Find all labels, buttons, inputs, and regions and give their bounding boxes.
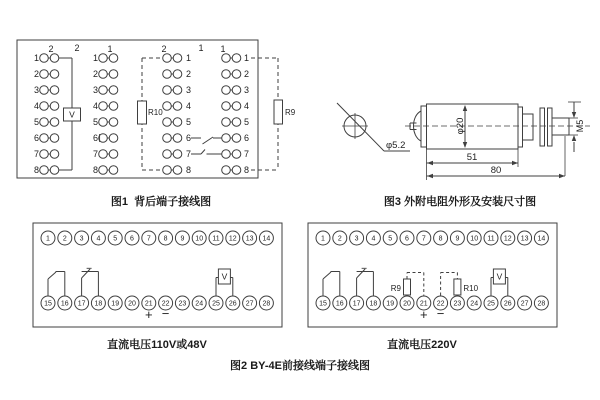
stud xyxy=(552,118,569,135)
terminal-circle xyxy=(109,70,118,79)
terminal-number: 9 xyxy=(180,235,185,243)
terminal-number: 26 xyxy=(228,300,237,308)
contact-blade xyxy=(201,150,205,155)
terminal-circle xyxy=(232,166,241,175)
terminal-number: 3 xyxy=(186,85,192,95)
resistor-body xyxy=(427,104,519,149)
resistor-r10-label: R10 xyxy=(148,108,163,117)
terminal-circle xyxy=(232,118,241,127)
terminal-circle xyxy=(222,134,231,143)
terminal-circle xyxy=(173,86,182,95)
voltmeter-label: V xyxy=(69,109,75,120)
terminal-number: 11 xyxy=(212,235,220,243)
terminal-circle xyxy=(232,86,241,95)
terminal-circle xyxy=(40,118,49,127)
terminal-number: 2 xyxy=(62,235,67,243)
dimension-arrow xyxy=(427,161,433,165)
terminal-circle xyxy=(50,118,59,127)
terminal-number: 4 xyxy=(33,101,39,111)
terminal-circle xyxy=(222,54,231,63)
terminal-circle xyxy=(40,70,49,79)
terminal-number: 8 xyxy=(163,235,168,243)
terminal-circle xyxy=(50,150,59,159)
terminal-circle xyxy=(163,70,172,79)
terminal-circle xyxy=(173,134,182,143)
terminal-number: 1 xyxy=(92,53,98,63)
terminal-number: 28 xyxy=(537,300,546,308)
figure2-caption: 图2 BY-4E前接线端子接线图 xyxy=(230,360,370,372)
dimension-arrow xyxy=(463,105,467,111)
terminal-circle xyxy=(40,166,49,175)
terminal-circle xyxy=(232,70,241,79)
contact-blade xyxy=(203,137,214,144)
column-label: 1 xyxy=(198,43,204,53)
terminal-circle xyxy=(40,86,49,95)
terminal-number: 7 xyxy=(92,149,98,159)
terminal-circle xyxy=(222,150,231,159)
terminal-number: 6 xyxy=(33,133,39,143)
terminal-number: 7 xyxy=(244,149,250,159)
terminal-circle xyxy=(109,150,118,159)
terminal-number: 21 xyxy=(419,300,428,308)
terminal-circle xyxy=(109,102,118,111)
resistor-r10 xyxy=(138,101,147,124)
terminal-number: 7 xyxy=(146,235,151,243)
terminal-number: 26 xyxy=(503,300,512,308)
terminal-number: 17 xyxy=(77,300,86,308)
contact-blade xyxy=(82,269,91,278)
dimension-arrow xyxy=(559,174,565,178)
terminal-number: 8 xyxy=(92,165,98,175)
dimension-arrow xyxy=(463,142,467,148)
terminal-circle xyxy=(163,150,172,159)
resistor-r10-label: R10 xyxy=(463,284,479,293)
terminal-number: 4 xyxy=(96,235,101,243)
terminal-number: 25 xyxy=(212,300,220,308)
terminal-number: 3 xyxy=(79,235,84,243)
terminal-number: 2 xyxy=(244,69,250,79)
terminal-number: 20 xyxy=(128,300,136,308)
terminal-circle xyxy=(109,166,118,175)
terminal-circle xyxy=(222,166,231,175)
terminal-circle xyxy=(40,54,49,63)
dim-hole-label: φ5.2 xyxy=(386,140,406,151)
terminal-circle xyxy=(232,102,241,111)
dim-overall-label: 80 xyxy=(490,165,502,176)
terminal-number: 12 xyxy=(503,235,512,243)
terminal-circle xyxy=(173,150,182,159)
polarity-minus: − xyxy=(436,306,445,321)
terminal-number: 13 xyxy=(245,235,254,243)
terminal-circle xyxy=(163,134,172,143)
terminal-number: 15 xyxy=(319,300,327,308)
terminal-circle xyxy=(232,54,241,63)
terminal-number: 3 xyxy=(354,235,359,243)
terminal-number: 3 xyxy=(33,85,39,95)
terminal-number: 5 xyxy=(33,117,39,127)
terminal-number: 11 xyxy=(487,235,495,243)
terminal-circle xyxy=(163,54,172,63)
contact-blade xyxy=(323,272,331,279)
terminal-circle xyxy=(50,54,59,63)
terminal-circle xyxy=(109,86,118,95)
dimension-arrow xyxy=(572,135,576,141)
terminal-number: 8 xyxy=(438,235,443,243)
terminal-number: 22 xyxy=(436,300,445,308)
terminal-circle xyxy=(50,70,59,79)
terminal-circle xyxy=(163,166,172,175)
terminal-circle xyxy=(222,86,231,95)
terminal-number: 10 xyxy=(470,235,479,243)
dimension-arrow xyxy=(512,161,518,165)
terminal-number: 28 xyxy=(262,300,271,308)
terminal-number: 7 xyxy=(186,149,192,159)
terminal-circle xyxy=(99,54,108,63)
column-label: 2 xyxy=(48,44,54,54)
terminal-number: 2 xyxy=(92,69,98,79)
terminal-number: 5 xyxy=(186,117,192,127)
screw-head xyxy=(421,106,427,147)
terminal-circle xyxy=(109,54,118,63)
terminal-number: 14 xyxy=(262,235,271,243)
terminal-circle xyxy=(109,118,118,127)
terminal-number: 4 xyxy=(92,101,98,111)
terminal-number: 22 xyxy=(161,300,170,308)
terminal-circle xyxy=(99,86,108,95)
resistor-r9 xyxy=(274,100,283,124)
polarity-plus: + xyxy=(145,307,153,322)
terminal-circle xyxy=(99,102,108,111)
terminal-circle xyxy=(99,70,108,79)
dim-thread-label: M5 xyxy=(575,119,585,133)
terminal-number: 1 xyxy=(321,235,325,243)
terminal-circle xyxy=(50,166,59,175)
resistor-r9-label: R9 xyxy=(390,284,401,293)
terminal-number: 8 xyxy=(33,165,39,175)
terminal-number: 4 xyxy=(244,101,250,111)
terminal-circle xyxy=(173,102,182,111)
terminal-number: 4 xyxy=(186,101,192,111)
terminal-number: 5 xyxy=(388,235,393,243)
terminal-circle xyxy=(99,150,108,159)
terminal-number: 1 xyxy=(244,53,250,63)
terminal-number: 16 xyxy=(60,300,69,308)
terminal-number: 6 xyxy=(186,133,192,143)
resistor-r10 xyxy=(454,279,461,295)
terminal-number: 23 xyxy=(178,300,187,308)
terminal-circle xyxy=(173,54,182,63)
terminal-number: 24 xyxy=(470,300,479,308)
resistor-r9-label: R9 xyxy=(285,108,296,117)
terminal-number: 8 xyxy=(244,165,250,175)
polarity-plus: + xyxy=(420,307,428,322)
terminal-number: 4 xyxy=(371,235,376,243)
terminal-number: 16 xyxy=(335,300,344,308)
terminal-number: 10 xyxy=(195,235,204,243)
terminal-circle xyxy=(50,102,59,111)
terminal-number: 12 xyxy=(228,235,237,243)
column-label: 1 xyxy=(220,44,226,54)
terminal-circle xyxy=(99,118,108,127)
terminal-circle xyxy=(109,134,118,143)
resistor-r9 xyxy=(404,279,411,295)
terminal-circle xyxy=(173,166,182,175)
terminal-number: 3 xyxy=(92,85,98,95)
dim-length-label: 51 xyxy=(466,152,478,163)
terminal-number: 1 xyxy=(186,53,192,63)
terminal-number: 15 xyxy=(44,300,52,308)
contact-blade xyxy=(357,269,366,278)
boss xyxy=(523,114,534,140)
terminal-circle xyxy=(222,70,231,79)
voltmeter-label: V xyxy=(496,271,503,282)
terminal-number: 9 xyxy=(455,235,460,243)
terminal-circle xyxy=(222,118,231,127)
terminal-number: 6 xyxy=(244,133,250,143)
terminal-circle xyxy=(40,150,49,159)
column-label: 2 xyxy=(161,44,167,54)
terminal-number: 6 xyxy=(92,133,98,143)
terminal-circle xyxy=(40,102,49,111)
terminal-circle xyxy=(40,134,49,143)
terminal-number: 25 xyxy=(487,300,495,308)
terminal-number: 14 xyxy=(537,235,546,243)
figure1-caption: 图1 背后端子接线图 xyxy=(110,196,212,208)
terminal-number: 7 xyxy=(33,149,39,159)
terminal-number: 23 xyxy=(453,300,462,308)
terminal-circle xyxy=(173,118,182,127)
terminal-circle xyxy=(163,102,172,111)
terminal-circle xyxy=(222,102,231,111)
terminal-number: 2 xyxy=(33,69,39,79)
washer xyxy=(540,108,545,146)
terminal-number: 2 xyxy=(337,235,342,243)
terminal-number: 8 xyxy=(186,165,192,175)
terminal-number: 20 xyxy=(403,300,411,308)
voltmeter-label: V xyxy=(221,271,228,282)
terminal-number: 17 xyxy=(352,300,361,308)
terminal-circle xyxy=(173,70,182,79)
terminal-number: 24 xyxy=(195,300,204,308)
terminal-number: 19 xyxy=(386,300,395,308)
terminal-number: 1 xyxy=(33,53,39,63)
flange xyxy=(518,107,523,147)
terminal-number: 27 xyxy=(520,300,529,308)
terminal-circle xyxy=(50,134,59,143)
dimension-arrow xyxy=(427,174,433,178)
terminal-number: 1 xyxy=(46,235,50,243)
terminal-number: 5 xyxy=(113,235,118,243)
terminal-number: 27 xyxy=(245,300,254,308)
terminal-number: 2 xyxy=(186,69,192,79)
terminal-number: 19 xyxy=(111,300,120,308)
dimension-arrow xyxy=(572,112,576,118)
terminal-circle xyxy=(163,86,172,95)
column-label: 2 xyxy=(74,43,80,53)
terminal-number: 3 xyxy=(244,85,250,95)
terminal-number: 18 xyxy=(369,300,378,308)
nut xyxy=(548,108,553,146)
terminal-number: 5 xyxy=(244,117,250,127)
figure2-panel2-caption: 直流电压220V xyxy=(387,339,457,351)
terminal-number: 6 xyxy=(130,235,134,243)
figure2-panel1-caption: 直流电压110V或48V xyxy=(107,339,207,351)
terminal-circle xyxy=(232,150,241,159)
figure3-caption: 图3 外附电阻外形及安装尺寸图 xyxy=(383,196,537,208)
terminal-circle xyxy=(99,166,108,175)
terminal-circle xyxy=(50,86,59,95)
terminal-number: 6 xyxy=(405,235,409,243)
polarity-minus: − xyxy=(161,306,170,321)
contact-blade xyxy=(48,272,56,279)
terminal-number: 21 xyxy=(144,300,153,308)
terminal-number: 7 xyxy=(421,235,426,243)
column-label: 1 xyxy=(107,44,113,54)
terminal-circle xyxy=(163,118,172,127)
terminal-number: 18 xyxy=(94,300,103,308)
terminal-number: 5 xyxy=(92,117,98,127)
terminal-circle xyxy=(232,134,241,143)
terminal-number: 13 xyxy=(520,235,529,243)
dim-diameter-label: φ20 xyxy=(455,117,466,135)
